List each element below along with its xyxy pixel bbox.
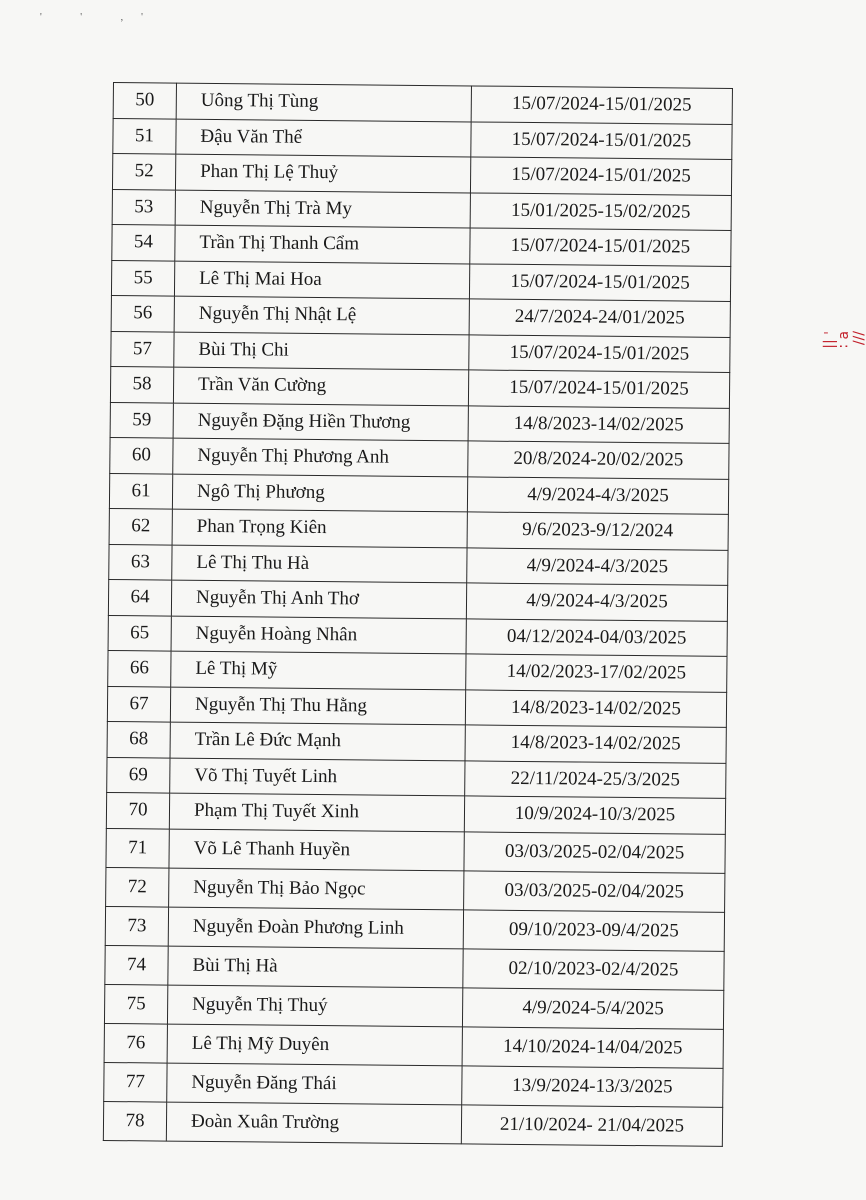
stt-cell: 61 [109, 473, 172, 509]
name-cell: Nguyễn Thị Thuý [167, 985, 462, 1027]
stt-cell: 69 [107, 757, 170, 793]
table-row [107, 757, 726, 798]
stt-cell: 64 [108, 579, 171, 615]
name-cell: Phan Thị Lệ Thuỷ [175, 154, 470, 192]
period-cell: 24/7/2024-24/01/2025 [469, 299, 730, 337]
period-cell: 20/8/2024-20/02/2025 [468, 441, 729, 479]
table-row [107, 686, 726, 727]
period-cell: 14/10/2024-14/04/2025 [462, 1026, 723, 1068]
stt-cell: 73 [105, 906, 168, 946]
table-row [109, 508, 728, 549]
stt-cell: 63 [109, 544, 172, 580]
name-cell: Lê Thị Mai Hoa [174, 261, 469, 299]
table-row [113, 118, 732, 159]
name-cell: Trần Văn Cường [173, 367, 468, 405]
table-row [110, 402, 729, 443]
staff-table [103, 82, 733, 1146]
name-cell: Nguyễn Thị Anh Thơ [171, 580, 466, 618]
stt-cell: 74 [105, 945, 168, 985]
period-cell: 14/02/2023-17/02/2025 [466, 654, 727, 692]
name-cell: Đoàn Xuân Trường [166, 1102, 461, 1144]
table-row [104, 984, 723, 1029]
table-row [110, 366, 729, 407]
name-cell: Lê Thị Mỹ Duyên [167, 1024, 462, 1066]
table-row [108, 579, 727, 620]
period-cell: 21/10/2024- 21/04/2025 [461, 1104, 722, 1146]
name-cell: Nguyễn Thị Thu Hằng [170, 687, 465, 725]
table-row [112, 224, 731, 265]
table-row [111, 295, 730, 336]
stt-cell: 50 [113, 83, 176, 119]
stt-cell: 53 [112, 189, 175, 225]
name-cell: Lê Thị Mỹ [171, 651, 466, 689]
stt-cell: 72 [106, 867, 169, 907]
period-cell: 15/07/2024-15/01/2025 [470, 157, 731, 195]
name-cell: Nguyễn Thị Phương Anh [173, 438, 468, 476]
period-cell: 4/9/2024-4/3/2025 [467, 547, 728, 585]
stt-cell: 67 [107, 686, 170, 722]
table-row [109, 544, 728, 585]
period-cell: 15/01/2025-15/02/2025 [470, 192, 731, 230]
name-cell: Trần Thị Thanh Cẩm [175, 225, 470, 263]
period-cell: 15/07/2024-15/01/2025 [468, 370, 729, 408]
name-cell: Trần Lê Đức Mạnh [170, 722, 465, 760]
table-row [111, 331, 730, 372]
name-cell: Nguyễn Thị Trà My [175, 190, 470, 228]
table-row [105, 906, 724, 951]
table-row [109, 473, 728, 514]
table-row [110, 437, 729, 478]
stt-cell: 55 [111, 260, 174, 296]
table-row [104, 1062, 723, 1107]
period-cell: 03/03/2025-02/04/2025 [464, 870, 725, 912]
table-row [106, 792, 725, 833]
stt-cell: 68 [107, 721, 170, 757]
table-row [113, 83, 732, 124]
page-corner-marks: ' ' ,' [40, 12, 161, 23]
period-cell: 13/9/2024-13/3/2025 [462, 1065, 723, 1107]
period-cell: 22/11/2024-25/3/2025 [465, 760, 726, 798]
name-cell: Phan Trọng Kiên [172, 509, 467, 547]
period-cell: 15/07/2024-15/01/2025 [470, 228, 731, 266]
period-cell: 02/10/2023-02/4/2025 [463, 948, 724, 990]
table-row [104, 1023, 723, 1068]
name-cell: Nguyễn Thị Bảo Ngọc [169, 868, 464, 910]
stt-cell: 70 [106, 792, 169, 828]
period-cell: 15/07/2024-15/01/2025 [469, 263, 730, 301]
stt-cell: 62 [109, 508, 172, 544]
stt-cell: 56 [111, 295, 174, 331]
name-cell: Nguyễn Đăng Thái [167, 1063, 462, 1105]
name-cell: Nguyễn Đoàn Phương Linh [168, 907, 463, 949]
staff-table-body [103, 83, 732, 1146]
stt-cell: 54 [112, 224, 175, 260]
period-cell: 15/07/2024-15/01/2025 [469, 334, 730, 372]
table-row [106, 867, 725, 912]
name-cell: Phạm Thị Tuyết Xinh [169, 793, 464, 831]
table-row [107, 721, 726, 762]
stt-cell: 59 [110, 402, 173, 438]
period-cell: 09/10/2023-09/4/2025 [463, 909, 724, 951]
stt-cell: 51 [113, 118, 176, 154]
period-cell: 15/07/2024-15/01/2025 [471, 86, 732, 124]
name-cell: Lê Thị Thu Hà [172, 545, 467, 583]
stt-cell: 77 [104, 1062, 167, 1102]
name-cell: Nguyễn Thị Nhật Lệ [174, 296, 469, 334]
stt-cell: 76 [104, 1023, 167, 1063]
period-cell: 14/8/2023-14/02/2025 [468, 405, 729, 443]
table-row [108, 615, 727, 656]
stt-cell: 75 [104, 984, 167, 1024]
period-cell: 14/8/2023-14/02/2025 [465, 689, 726, 727]
stt-cell: 52 [112, 154, 175, 190]
table-row [108, 650, 727, 691]
table-row [112, 189, 731, 230]
red-stamp-edge: /// ɐ :ˌ || [822, 331, 866, 349]
table-row [106, 828, 725, 873]
period-cell: 14/8/2023-14/02/2025 [465, 725, 726, 763]
period-cell: 15/07/2024-15/01/2025 [471, 121, 732, 159]
stt-cell: 78 [103, 1101, 166, 1141]
table-row [111, 260, 730, 301]
name-cell: Võ Thị Tuyết Linh [170, 758, 465, 796]
name-cell: Đậu Văn Thể [176, 119, 471, 157]
name-cell: Nguyễn Hoàng Nhân [171, 616, 466, 654]
stt-cell: 60 [110, 437, 173, 473]
name-cell: Ngô Thị Phương [172, 474, 467, 512]
stt-cell: 65 [108, 615, 171, 651]
name-cell: Bùi Thị Chi [174, 332, 469, 370]
table-row [103, 1101, 722, 1146]
period-cell: 03/03/2025-02/04/2025 [464, 831, 725, 873]
stt-cell: 58 [110, 366, 173, 402]
period-cell: 4/9/2024-5/4/2025 [462, 987, 723, 1029]
stt-cell: 57 [111, 331, 174, 367]
name-cell: Bùi Thị Hà [168, 946, 463, 988]
name-cell: Nguyễn Đặng Hiền Thương [173, 403, 468, 441]
stt-cell: 71 [106, 828, 169, 868]
period-cell: 4/9/2024-4/3/2025 [466, 583, 727, 621]
table-row [112, 154, 731, 195]
period-cell: 4/9/2024-4/3/2025 [467, 476, 728, 514]
table-row [105, 945, 724, 990]
period-cell: 10/9/2024-10/3/2025 [464, 796, 725, 834]
name-cell: Uông Thị Tùng [176, 83, 471, 121]
stt-cell: 66 [108, 650, 171, 686]
period-cell: 04/12/2024-04/03/2025 [466, 618, 727, 656]
name-cell: Võ Lê Thanh Huyền [169, 829, 464, 871]
period-cell: 9/6/2023-9/12/2024 [467, 512, 728, 550]
